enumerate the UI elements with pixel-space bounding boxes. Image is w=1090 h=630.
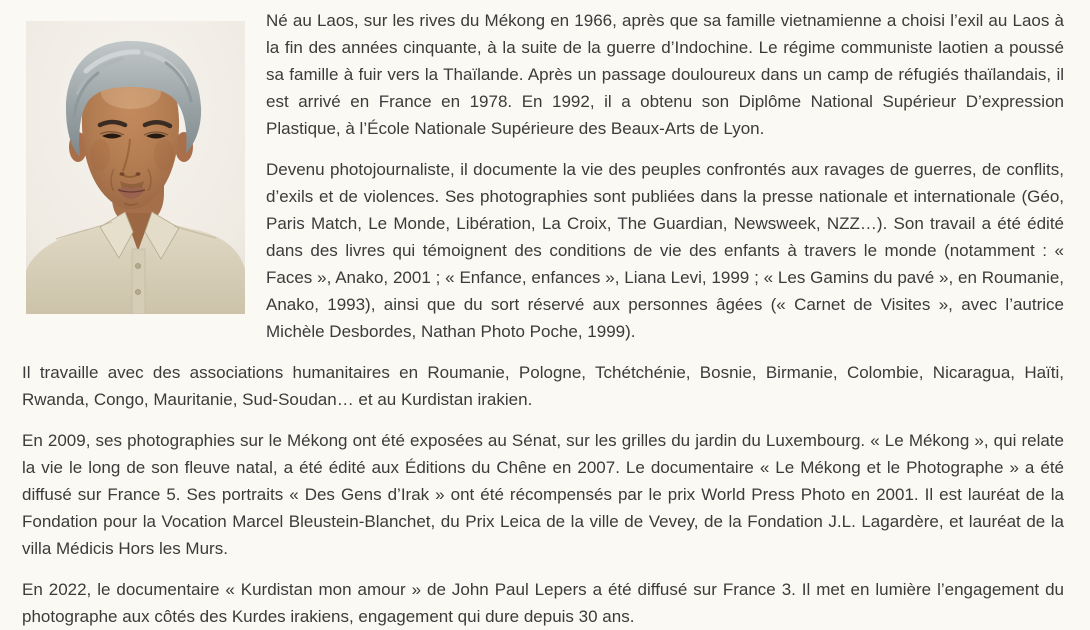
bio-paragraph-1: Né au Laos, sur les rives du Mékong en 1966, après que sa famille vietnamienne a choisi l’exil au Laos à la fin des années cinquante, à la suite de la guerre d’Indochine. Le régime communiste laotien a poussé sa famille à fuir vers la Thaïlande. Après un passage douloureux dans un camp de réfugiés thaïlandais, il est arrivé en France en 1978. En 1992, il a obtenu son Diplôme National Supérieur D’expression Plastique, à l’École Nationale Supérieure des Beaux-Arts de Lyon. bbox=[266, 11, 1064, 138]
bio-paragraph-3: Il travaille avec des associations humanitaires en Roumanie, Pologne, Tchétchénie, Bosnie, Birmanie, Colombie, Nicaragua, Haïti, Rwanda, Congo, Mauritanie, Sud-Soudan… et au Kurdistan irakien. bbox=[22, 363, 1064, 409]
bio-paragraph-4: En 2009, ses photographies sur le Mékong ont été exposées au Sénat, sur les grilles du jardin du Luxembourg. « Le Mékong », qui relate la vie le long de son fleuve natal, a été édité aux Éditions du Chêne en 2007. Le documentaire « Le Mékong et le Photographe » a été diffusé sur France 5. Ses portraits « Des Gens d’Irak » ont été récompensés par le prix World Press Photo en 2001. Il est lauréat de la Fondation pour la Vocation Marcel Bleustein-Blanchet, du Prix Leica de la ville de Vevey, de la Fondation J.L. Lagardère, et lauréat de la villa Médicis Hors les Murs. bbox=[22, 431, 1064, 558]
bio-paragraph-5: En 2022, le documentaire « Kurdistan mon amour » de John Paul Lepers a été diffusé sur France 3. Il met en lumière l’engagement du photographe aux côtés des Kurdes irakiens, engagement qui dure depuis 30 ans. bbox=[22, 580, 1064, 626]
portrait-illustration bbox=[26, 21, 245, 314]
bio-paragraph-2: Devenu photojournaliste, il documente la vie des peuples confrontés aux ravages de guerres, de conflits, d’exils et de violences. Ses photographies sont publiées dans la presse nationale et internationale (Géo, Paris Match, Le Monde, Libération, La Croix, The Guardian, Newsweek, NZZ…). Son travail a été édité dans des livres qui témoignent des conditions de vie des enfants à travers le monde (notamment : « Faces », Anako, 2001 ; « Enfance, enfances », Liana Levi, 1999 ; « Les Gamins du pavé », en Roumanie, Anako, 1993), ainsi que du sort réservé aux personnes âgées (« Carnet de Visites », avec l’autrice Michèle Desbordes, Nathan Photo Poche, 1999). bbox=[266, 160, 1064, 341]
portrait-photo bbox=[26, 21, 245, 314]
